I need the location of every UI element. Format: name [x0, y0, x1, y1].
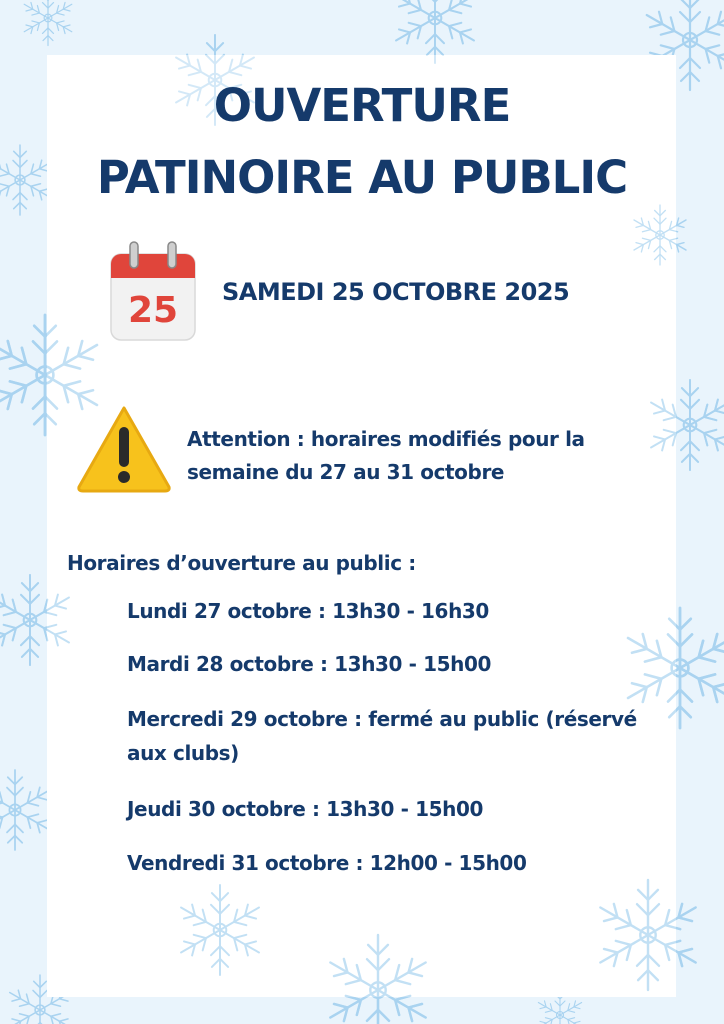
snowflake-icon [177, 885, 264, 975]
title-line-2: PATINOIRE AU PUBLIC [96, 151, 628, 204]
schedule-title: Horaires d’ouverture au public : [67, 551, 416, 575]
event-date: SAMEDI 25 OCTOBRE 2025 [222, 278, 570, 306]
snowflake-icon [595, 880, 701, 990]
schedule-item-thursday: Jeudi 30 octobre : 13h30 - 15h00 [127, 797, 483, 821]
calendar-icon [108, 240, 198, 342]
title-line-1: OUVERTURE [213, 79, 511, 132]
snowflake-icon [0, 575, 73, 665]
snowflake-icon [647, 380, 724, 470]
schedule-item-tuesday: Mardi 28 octobre : 13h30 - 15h00 [127, 652, 491, 676]
schedule-item-friday: Vendredi 31 octobre : 12h00 - 15h00 [127, 851, 527, 875]
snowflake-icon [392, 0, 479, 63]
calendar-day: 25 [127, 290, 179, 331]
schedule-item-wednesday: Mercredi 29 octobre : fermé au public (réservé aux clubs) [127, 707, 637, 765]
warning-text: Attention : horaires modifiés pour la semaine du 27 au 31 octobre [187, 427, 585, 484]
snowflake-icon [631, 205, 689, 265]
schedule-item-monday: Lundi 27 octobre : 13h30 - 16h30 [127, 599, 489, 623]
snowflake-icon [325, 935, 431, 1024]
warning-icon [75, 403, 173, 493]
